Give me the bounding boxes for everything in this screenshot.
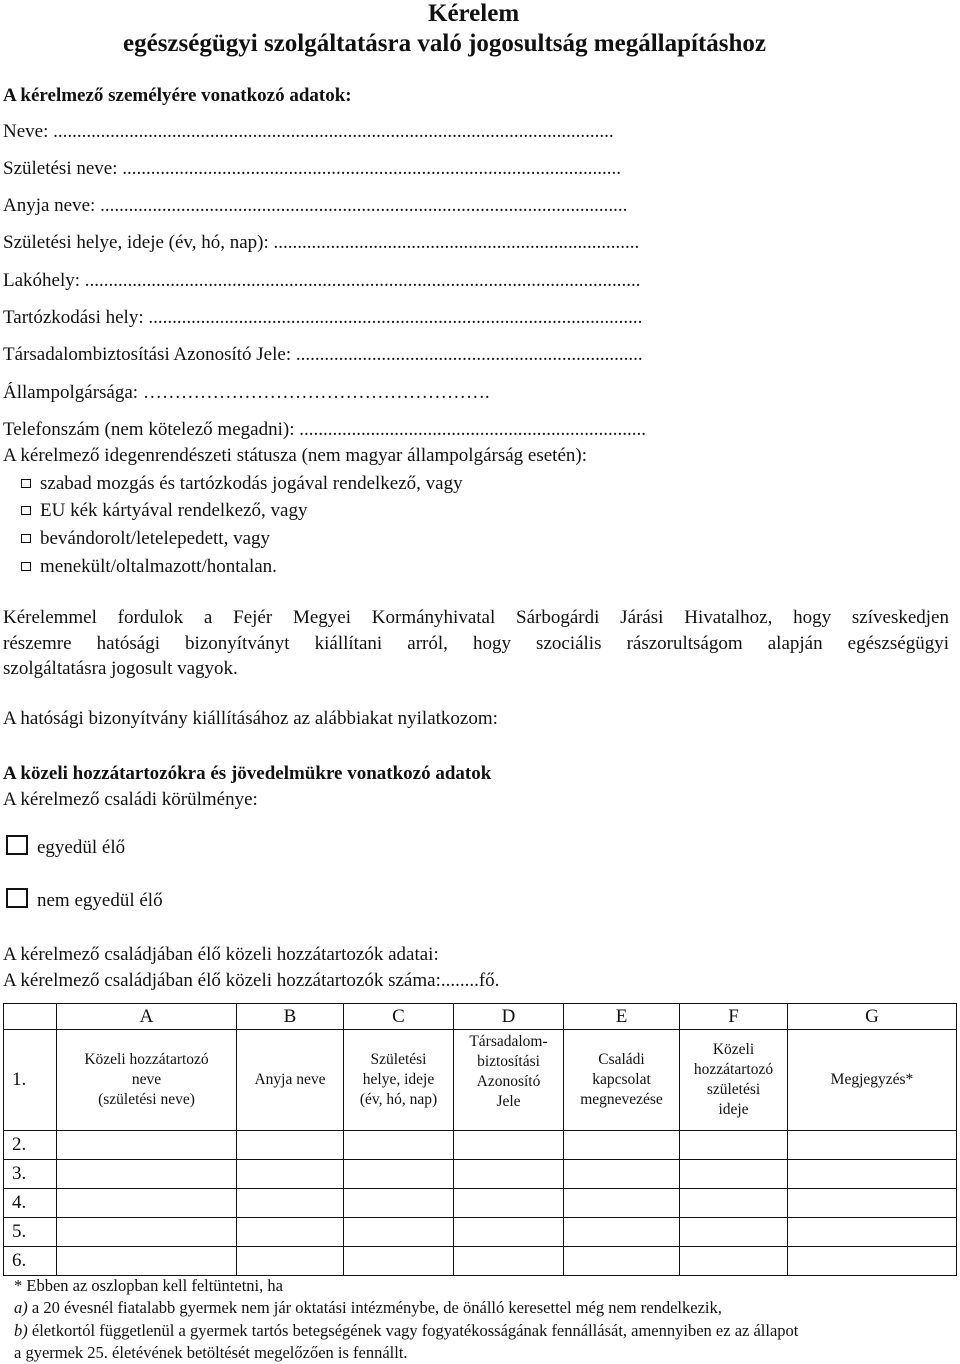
column-letter: E [564, 1004, 680, 1030]
table-cell[interactable] [788, 1218, 957, 1247]
column-header-taj [454, 1030, 564, 1131]
column-header-mother-name [237, 1030, 344, 1131]
field-residence: Lakóhely: ..................................................................................................................... [3, 270, 641, 291]
field-phone: Telefonszám (nem kötelező megadni): ......................................................................... [3, 419, 646, 440]
table-cell[interactable] [680, 1131, 788, 1160]
table-cell[interactable] [564, 1247, 680, 1276]
status-option [21, 473, 463, 495]
footnote-item-b [14, 1321, 798, 1341]
table-cell[interactable] [788, 1247, 957, 1276]
header-text: Megjegyzés* [830, 1071, 914, 1088]
table-cell[interactable] [788, 1131, 957, 1160]
footnote-item-b-cont: a gyermek 25. életévének betöltését megelőzően is fennállt. [14, 1343, 408, 1362]
header-text: (év, hó, nap) [359, 1091, 438, 1108]
table-cell[interactable] [454, 1131, 564, 1160]
header-text: hozzátartozó [693, 1061, 774, 1078]
table-cell[interactable] [454, 1160, 564, 1189]
table-cell[interactable] [57, 1189, 237, 1218]
status-option-label: bevándorolt/letelepedett, vagy [40, 528, 271, 549]
checkbox-living-alone[interactable] [6, 835, 28, 855]
footnote-text: a 20 évesnél fiatalabb gyermek nem jár oktatási intézménybe, de önálló keresettel még nem rendelkezik, [31, 1298, 722, 1317]
table-cell[interactable] [680, 1189, 788, 1218]
header-text: Társadalom- [469, 1033, 548, 1050]
table-cell[interactable] [564, 1131, 680, 1160]
header-text: Családi [598, 1051, 645, 1068]
request-line: részemre hatósági bizonyítványt kiállítani arról, hogy szociális rászorultságom alapján egészségügyi [3, 633, 949, 654]
column-header-birth-place-date [344, 1030, 454, 1131]
column-letter: B [237, 1004, 344, 1030]
table-cell[interactable] [680, 1218, 788, 1247]
header-text: helye, ideje [362, 1071, 435, 1088]
declaration-text: A hatósági bizonyítvány kiállításához az alábbiakat nyilatkozom: [3, 708, 498, 729]
document-subtitle: egészségügyi szolgáltatásra való jogosultság megállapításhoz [123, 30, 767, 57]
checkbox-icon [21, 562, 31, 571]
table-row [4, 1030, 957, 1131]
document-title: Kérelem [428, 0, 520, 27]
field-birth-name: Születési neve: ......................................................................................................... [3, 158, 621, 179]
table-cell[interactable] [564, 1189, 680, 1218]
table-cell[interactable] [788, 1160, 957, 1189]
column-letter: A [57, 1004, 237, 1030]
row-number: 6. [4, 1247, 57, 1276]
table-cell[interactable] [344, 1189, 454, 1218]
table-row [4, 1131, 957, 1160]
table-cell[interactable] [564, 1218, 680, 1247]
field-taj-number: Társadalombiztosítási Azonosító Jele: ......................................................................... [3, 344, 643, 365]
field-citizenship: Állampolgársága: ………………………………………………. [3, 382, 490, 403]
family-members-table [3, 1003, 957, 1276]
field-stay-address: Tartózkodási hely: ........................................................................................................ [3, 307, 643, 328]
header-text: kapcsolat [592, 1071, 651, 1088]
table-letter-row [4, 1004, 957, 1030]
table-cell[interactable] [680, 1247, 788, 1276]
field-name: Neve: ...................................................................................................................... [3, 121, 614, 142]
field-birth-place-date: Születési helye, ideje (év, hó, nap): ............................................................................. [3, 232, 640, 253]
table-cell[interactable] [237, 1131, 344, 1160]
header-text: biztosítási [477, 1053, 540, 1070]
footnote-marker: b) [14, 1321, 28, 1340]
members-data-label: A kérelmező családjában élő közeli hozzátartozók adatai: [3, 944, 439, 965]
table-cell[interactable] [237, 1189, 344, 1218]
family-circumstance-label: A kérelmező családi körülménye: [3, 789, 258, 810]
table-cell[interactable] [454, 1189, 564, 1218]
checkbox-icon [21, 479, 31, 488]
row-number: 4. [4, 1189, 57, 1218]
table-row [4, 1189, 957, 1218]
status-option [21, 500, 307, 522]
table-cell[interactable] [57, 1247, 237, 1276]
header-text: Anyja neve [254, 1071, 326, 1088]
column-header-relationship [564, 1030, 680, 1131]
row-number: 5. [4, 1218, 57, 1247]
header-text: Jele [496, 1093, 521, 1110]
status-option [21, 528, 270, 550]
column-letter: G [788, 1004, 957, 1030]
column-letter: F [680, 1004, 788, 1030]
table-row [4, 1247, 957, 1276]
table-cell[interactable] [237, 1247, 344, 1276]
checkbox-icon [21, 534, 31, 543]
members-count-label: A kérelmező családjában élő közeli hozzátartozók száma:........fő. [3, 970, 500, 991]
column-header-remark [788, 1030, 957, 1131]
header-text: Közeli hozzátartozó [84, 1051, 209, 1068]
header-text: ideje [718, 1101, 749, 1118]
table-cell[interactable] [454, 1247, 564, 1276]
status-option-label: EU kék kártyával rendelkező, vagy [40, 500, 308, 521]
table-cell[interactable] [680, 1160, 788, 1189]
footnote-marker: a) [14, 1298, 28, 1317]
table-cell[interactable] [344, 1218, 454, 1247]
status-option-label: menekült/oltalmazott/hontalan. [40, 556, 277, 577]
header-text: neve [131, 1071, 162, 1088]
header-text: Születési [370, 1051, 427, 1068]
table-cell[interactable] [237, 1160, 344, 1189]
family-heading: A közeli hozzátartozókra és jövedelmükre vonatkozó adatok [3, 763, 492, 784]
row-number: 3. [4, 1160, 57, 1189]
status-option-label: szabad mozgás és tartózkodás jogával rendelkező, vagy [40, 473, 463, 494]
table-cell[interactable] [344, 1160, 454, 1189]
header-text: megnevezése [580, 1091, 663, 1108]
table-cell[interactable] [788, 1189, 957, 1218]
request-line: Kérelemmel fordulok a Fejér Megyei Kormányhivatal Sárbogárdi Járási Hivatalhoz, hogy szíveskedjen [3, 607, 949, 628]
row-number: 1. [4, 1030, 57, 1131]
table-cell[interactable] [237, 1218, 344, 1247]
column-letter: C [344, 1004, 454, 1030]
header-text: Közeli [712, 1041, 755, 1058]
checkbox-icon [21, 506, 31, 515]
table-cell[interactable] [344, 1131, 454, 1160]
option-not-living-alone: nem egyedül élő [37, 890, 163, 911]
status-heading: A kérelmező idegenrendészeti státusza (nem magyar állampolgárság esetén): [3, 445, 587, 466]
footnote-item-a [14, 1298, 722, 1318]
table-cell[interactable] [344, 1247, 454, 1276]
table-cell[interactable] [57, 1160, 237, 1189]
table-cell-corner [4, 1004, 57, 1030]
table-cell[interactable] [57, 1218, 237, 1247]
table-cell[interactable] [57, 1131, 237, 1160]
footnote-intro: * Ebben az oszlopban kell feltüntetni, ha [14, 1276, 283, 1295]
status-option [21, 556, 277, 578]
field-mother-name: Anyja neve: ............................................................................................................... [3, 195, 628, 216]
header-text: (születési neve) [98, 1091, 195, 1108]
applicant-heading: A kérelmező személyére vonatkozó adatok: [3, 85, 352, 106]
table-row [4, 1160, 957, 1189]
row-number: 2. [4, 1131, 57, 1160]
header-text: születési [706, 1081, 761, 1098]
header-text: Azonosító [476, 1073, 541, 1090]
column-letter: D [454, 1004, 564, 1030]
footnote-text: életkortól függetlenül a gyermek tartós betegségének vagy fogyatékosságának fennállását, amennyiben ez az állapot [31, 1321, 799, 1340]
option-living-alone: egyedül élő [37, 837, 126, 858]
column-header-relative-name [57, 1030, 237, 1131]
request-line: szolgáltatásra jogosult vagyok. [3, 658, 238, 679]
table-cell[interactable] [564, 1160, 680, 1189]
checkbox-not-living-alone[interactable] [6, 888, 28, 908]
table-row [4, 1218, 957, 1247]
column-header-relative-birth-date [680, 1030, 788, 1131]
table-cell[interactable] [454, 1218, 564, 1247]
